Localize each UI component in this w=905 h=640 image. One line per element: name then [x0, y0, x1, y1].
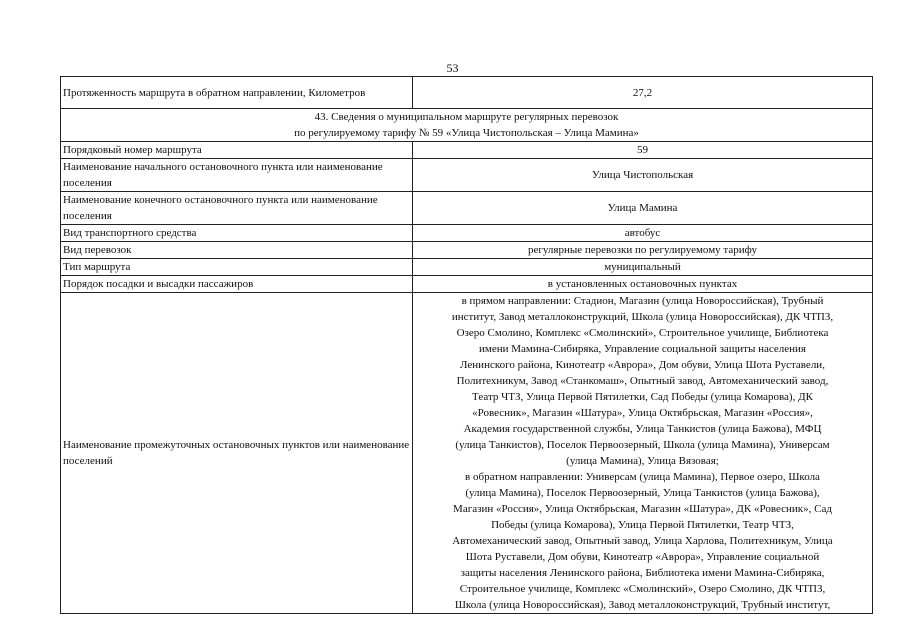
section-title-line-2: по регулируемому тарифу № 59 «Улица Чистопольская – Улица Мамина»	[294, 127, 639, 139]
vehicle-type-value: автобус	[413, 225, 873, 242]
route-type-value: муниципальный	[413, 259, 873, 276]
intermediate-stops-line: Автомеханический завод, Опытный завод, Улица Харлова, Политехникум, Улица	[452, 535, 833, 547]
intermediate-stops-line: (улица Танкистов), Поселок Первоозерный, Школа (улица Мамина), Универсам	[455, 439, 830, 451]
intermediate-stops-line: (улица Мамина), Поселок Первоозерный, Улица Танкистов (улица Бажова),	[465, 487, 820, 499]
intermediate-stops-line: (улица Мамина), Улица Вязовая;	[566, 455, 719, 467]
table-row-section-title	[61, 109, 873, 142]
table-row-start-stop	[61, 159, 873, 192]
intermediate-stops-line: Строительное училище, Комплекс «Смолинский», Озеро Смолино, ДК ЧТПЗ,	[459, 583, 826, 595]
intermediate-stops-line: защиты населения Ленинского района, Библиотека имени Мамина-Сибиряка,	[460, 567, 825, 579]
transport-type-label: Вид перевозок	[61, 242, 413, 259]
table-row-transport-type	[61, 242, 873, 259]
section-title	[61, 109, 873, 142]
intermediate-stops-line: имени Мамина-Сибиряка, Управление социальной защиты населения	[478, 343, 806, 355]
route-info-table	[60, 76, 873, 614]
boarding-label: Порядок посадки и высадки пассажиров	[61, 276, 413, 293]
route-type-label: Тип маршрута	[61, 259, 413, 276]
intermediate-stops-line: Магазин «Россия», Улица Октябрьская, Магазин «Шатура», ДК «Ровесник», Сад	[453, 503, 832, 515]
table-row-route-number	[61, 142, 873, 159]
intermediate-stops-line: Академия государственной службы, Улица Танкистов (улица Бажова), МФЦ	[463, 423, 822, 435]
page-number: 53	[446, 61, 459, 75]
table-row-vehicle-type	[61, 225, 873, 242]
table-row-reverse-length	[61, 77, 873, 109]
intermediate-stops-line: в прямом направлении: Стадион, Магазин (улица Новороссийская), Трубный	[461, 295, 824, 307]
end-stop-value: Улица Мамина	[413, 192, 873, 225]
section-title-line-1: 43. Сведения о муниципальном маршруте регулярных перевозок	[314, 111, 619, 123]
start-stop-value: Улица Чистопольская	[413, 159, 873, 192]
intermediate-stops-list	[415, 293, 870, 613]
intermediate-stops-line: Школа (улица Новороссийская), Завод металлоконструкций, Трубный институт,	[454, 599, 831, 611]
intermediate-stops-line: Театр ЧТЗ, Улица Первой Пятилетки, Сад Победы (улица Комарова), ДК	[472, 391, 813, 403]
intermediate-label: Наименование промежуточных остановочных пунктов или наименование поселений	[61, 293, 413, 614]
reverse-length-label: Протяженность маршрута в обратном направлении, Километров	[61, 77, 413, 109]
intermediate-stops-line: «Ровесник», Магазин «Шатура», Улица Октябрьская, Магазин «Россия»,	[472, 407, 813, 419]
vehicle-type-label: Вид транспортного средства	[61, 225, 413, 242]
table-row-end-stop	[61, 192, 873, 225]
start-stop-label: Наименование начального остановочного пункта или наименование поселения	[61, 159, 413, 192]
table-row-boarding	[61, 276, 873, 293]
intermediate-stops-line: Шота Руставели, Дом обуви, Кинотеатр «Аврора», Управление социальной	[465, 551, 820, 563]
table-row-route-type	[61, 259, 873, 276]
route-number-value: 59	[413, 142, 873, 159]
intermediate-stops-line: в обратном направлении: Универсам (улица Мамина), Первое озеро, Школа	[465, 471, 820, 483]
intermediate-stops-line: Ленинского района, Кинотеатр «Аврора», Дом обуви, Улица Шота Руставели,	[460, 359, 825, 371]
boarding-value: в установленных остановочных пунктах	[413, 276, 873, 293]
reverse-length-value: 27,2	[413, 77, 873, 109]
end-stop-label: Наименование конечного остановочного пункта или наименование поселения	[61, 192, 413, 225]
intermediate-stops-line: Победы (улица Комарова), Улица Первой Пятилетки, Театр ЧТЗ,	[491, 519, 794, 531]
route-number-label: Порядковый номер маршрута	[61, 142, 413, 159]
table-row-intermediate	[61, 293, 873, 614]
transport-type-value: регулярные перевозки по регулируемому тарифу	[413, 242, 873, 259]
intermediate-stops-line: Политехникум, Завод «Станкомаш», Опытный завод, Автомеханический завод,	[456, 375, 829, 387]
intermediate-stops-line: Озеро Смолино, Комплекс «Смолинский», Строительное училище, Библиотека	[456, 327, 829, 339]
intermediate-value	[413, 293, 873, 614]
intermediate-stops-line: институт, Завод металлоконструкций, Школа (улица Новороссийская), ДК ЧТПЗ,	[451, 311, 834, 323]
